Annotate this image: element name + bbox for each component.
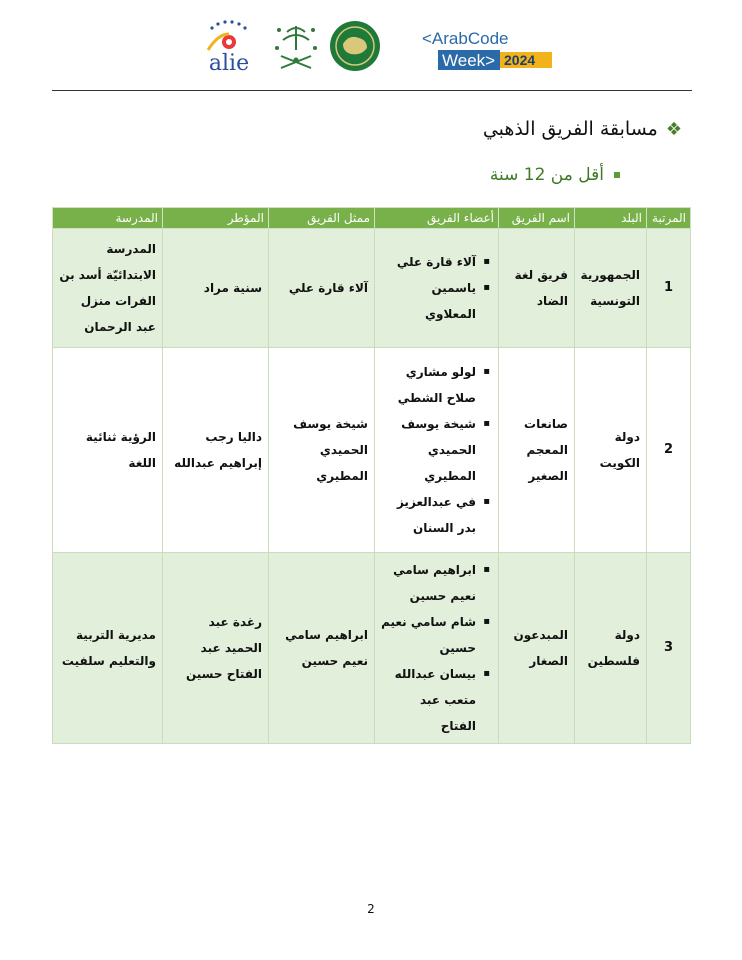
team-cell: المبدعون الصغار bbox=[499, 553, 575, 744]
school-cell: الرؤية ثنائية اللغة bbox=[53, 348, 163, 553]
arabcode-week-logo bbox=[416, 26, 558, 74]
header-divider bbox=[52, 90, 692, 91]
country-cell: دولة فلسطين bbox=[575, 553, 647, 744]
saudi-emblem-logo bbox=[269, 20, 323, 74]
table-row bbox=[53, 553, 691, 744]
column-header: المؤطر bbox=[163, 208, 269, 229]
section-subtitle: أقل من 12 سنة bbox=[489, 165, 604, 185]
members-cell bbox=[375, 348, 499, 553]
arabcode-line2: Week> bbox=[442, 51, 496, 70]
member-item: ▪ شام سامي نعيم حسين bbox=[381, 609, 476, 661]
section-subtitle-row bbox=[490, 165, 620, 185]
members-list bbox=[381, 557, 492, 739]
country-cell: الجمهورية التونسية bbox=[575, 229, 647, 348]
column-header: المدرسة bbox=[53, 208, 163, 229]
rank-cell: 1 bbox=[647, 229, 691, 348]
section-title-row bbox=[483, 118, 682, 140]
alie-logo bbox=[198, 20, 260, 74]
alie-text: alie bbox=[208, 51, 250, 74]
team-cell: صانعات المعجم الصغير bbox=[499, 348, 575, 553]
representative-cell: شيخة يوسف الحميدي المطيري bbox=[269, 348, 375, 553]
members-cell bbox=[375, 229, 499, 348]
school-cell: مديرية التربية والتعليم سلفيت bbox=[53, 553, 163, 744]
column-header: ممثل الفريق bbox=[269, 208, 375, 229]
arab-league-logo bbox=[329, 20, 381, 72]
header-logos bbox=[196, 18, 566, 76]
column-header: اسم الفريق bbox=[499, 208, 575, 229]
member-item: ▪ شيخة يوسف الحميدي المطيري bbox=[381, 411, 476, 489]
members-cell bbox=[375, 553, 499, 744]
school-cell: المدرسة الابتدائيّة أسد بن الفرات منزل عبد الرحمان bbox=[53, 229, 163, 348]
member-item: ▪ ياسمين المعلاوي bbox=[381, 275, 476, 327]
rank-cell: 3 bbox=[647, 553, 691, 744]
arabcode-line1: <ArabCode bbox=[422, 29, 509, 48]
country-cell: دولة الكويت bbox=[575, 348, 647, 553]
column-header: المرتبة bbox=[647, 208, 691, 229]
representative-cell: آلاء قارة علي bbox=[269, 229, 375, 348]
table-row bbox=[53, 229, 691, 348]
table-header-row bbox=[53, 208, 691, 229]
members-list bbox=[381, 359, 492, 541]
member-item: ▪ لولو مشاري صلاح الشطي bbox=[381, 359, 476, 411]
column-header: البلد bbox=[575, 208, 647, 229]
team-cell: فريق لغة الضاد bbox=[499, 229, 575, 348]
member-item: ▪ آلاء قارة علي bbox=[381, 249, 476, 275]
page-number: 2 bbox=[367, 902, 375, 916]
members-list bbox=[381, 249, 492, 327]
member-item: ▪ في عبدالعزيز بدر السنان bbox=[381, 489, 476, 541]
supervisor-cell: سنية مراد bbox=[163, 229, 269, 348]
rank-cell: 2 bbox=[647, 348, 691, 553]
column-header: أعضاء الفريق bbox=[375, 208, 499, 229]
results-table bbox=[52, 207, 691, 744]
member-item: ▪ بيسان عبدالله متعب عبد الفتاح bbox=[381, 661, 476, 739]
supervisor-cell: رغدة عبد الحميد عبد الفتاح حسين bbox=[163, 553, 269, 744]
table-row bbox=[53, 348, 691, 553]
supervisor-cell: داليا رجب إبراهيم عبدالله bbox=[163, 348, 269, 553]
section-title: مسابقة الفريق الذهبي bbox=[482, 118, 658, 140]
member-item: ▪ ابراهيم سامي نعيم حسين bbox=[381, 557, 476, 609]
diamond-bullet-icon: ❖ bbox=[665, 118, 682, 140]
representative-cell: ابراهيم سامي نعيم حسين bbox=[269, 553, 375, 744]
arabcode-year: 2024 bbox=[504, 52, 536, 68]
square-bullet-icon bbox=[614, 172, 620, 178]
